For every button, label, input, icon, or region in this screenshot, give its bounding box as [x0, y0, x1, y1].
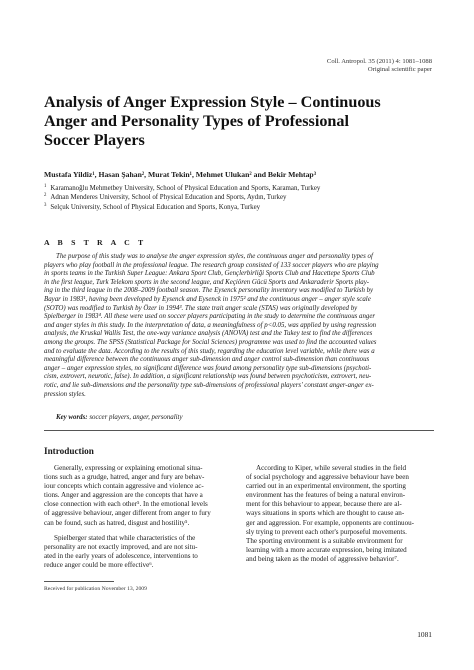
body-text-line: iour concepts which contain aggressive and violence ac-: [44, 482, 204, 491]
body-text-line: ways situations in sports which are thought to cause an-: [246, 509, 405, 518]
body-text-line: of aggressive behaviour, anger different from anger to fury: [44, 509, 211, 518]
body-text-line: personality are not exactly improved, and are not situ-: [44, 542, 198, 551]
body-text-line: can be found, such as hatred, disgust and hostility⁵.: [44, 518, 190, 527]
affiliation-number: 2: [44, 193, 47, 199]
body-text-line: of social psychology and aggressive behaviour have been: [246, 473, 409, 482]
abstract-line: and to evaluate the data. According to the results of this study, regarding the education level variable, while there was a: [44, 347, 375, 355]
title-line: Analysis of Anger Expression Style – Continuous: [44, 93, 381, 111]
abstract-line: Spielberger in 1983⁴. All these were used on soccer players participating in the study to determine the continuous anger: [44, 313, 376, 321]
body-text-line: close connection with each other⁵. In the emotional levels: [44, 500, 208, 509]
title-line: Anger and Personality Types of Professional: [44, 112, 350, 130]
affiliations: [44, 184, 434, 212]
abstract-line: among the groups. The SPSS (Statistical Package for Social Sciences) programme was used to find the accounted values: [44, 338, 377, 346]
affiliation-number: 3: [44, 202, 47, 208]
body-text-line: sly trying to prevent each other's purposeful movements.: [246, 527, 407, 536]
body-column-left: [44, 464, 232, 570]
abstract-line: Bayar in 1983¹, having been developed by Eysenck and Eysenck in 1975² and the continuous anger – anger style scale: [44, 295, 371, 303]
affiliation-text: Karamanoğlu Mehmetbey University, School of Physical Education and Sports, Karaman, Turkey: [50, 185, 321, 192]
body-text-line: ger and aggression. For example, opponents are continuou-: [246, 518, 415, 527]
abstract-line: rotic, and lie sub-dimensions and the personality type sub-dimensions of professional players' constant anger-anger ex-: [44, 381, 374, 389]
abstract-line: in the first league, Turk Telekom sports in the second league, and Keçiören Gücü Sports and Ankaraderir Sports play-: [44, 278, 370, 286]
affiliation: [44, 203, 434, 212]
keywords-line: [56, 413, 436, 422]
affiliation: [44, 193, 434, 202]
journal-reference: Coll. Antropol. 35 (2011) 4: 1081–1088: [326, 58, 432, 65]
body-text-line: According to Kiper, while several studies in the field: [256, 464, 407, 472]
journal-header: [272, 58, 432, 74]
abstract-line: and anger styles in this study. In the interpretation of data, a meaningfulness of p<0.05, was applied by using regression: [44, 321, 377, 329]
abstract-line: players who play football in the professional league. The research group consisted of 133 soccer players who are playing: [44, 261, 379, 269]
keywords-label: Key words:: [56, 414, 88, 421]
body-text-line: tions such as a grudge, hatred, anger and fury are behav-: [44, 473, 205, 482]
body-text-line: The sporting environment is a suitable environment for: [246, 536, 403, 545]
paper-type: Original scientific paper: [367, 66, 432, 73]
abstract-heading: A B S T R A C T: [44, 238, 147, 247]
abstract-line: ing in the third league in the 2008–2009 football season. The Eysenck personality inventory was modified to Turkish by: [44, 287, 374, 295]
body-text-line: ment for this behaviour to appear, because there are al-: [246, 500, 402, 509]
abstract-line: anger – anger expression styles, no significant difference was found among personality type sub-dimensions (psychoti-: [44, 364, 372, 372]
body-text-line: learning with a more accurate expression, being imitated: [246, 545, 407, 554]
abstract-line: pression styles.: [44, 390, 86, 398]
body-text-line: Generally, expressing or explaining emotional situa-: [54, 464, 203, 472]
title-line: Soccer Players: [44, 131, 145, 149]
abstract-line: cism, extrovert, neurotic, false). In addition, a significant relationship was found between psychoticism, extrovert, neu-: [44, 373, 372, 381]
body-text-line: and being taken as the model of aggressive behavior⁷.: [246, 554, 399, 563]
section-heading-introduction: Introduction: [44, 446, 94, 456]
body-text-line: ated in the early years of adolescence, interventions to: [44, 551, 198, 560]
abstract-line: The purpose of this study was to analyse the anger expression styles, the continuous anger and personality types of: [56, 253, 373, 260]
affiliation: [44, 184, 434, 193]
abstract-body: [44, 253, 434, 399]
received-note: Received for publication November 13, 2009: [44, 586, 147, 592]
footnote-divider: [44, 581, 114, 582]
paper-title: [44, 93, 434, 150]
body-column-right: [246, 464, 436, 564]
affiliation-text: Selçuk University, School of Physical Education and Sports, Konya, Turkey: [50, 203, 261, 211]
abstract-line: (SOTO) was modified to Turkish by Özer in 1994³. The state trait anger scale (STAS) was originally developed by: [44, 304, 358, 312]
section-divider: [44, 430, 434, 431]
body-text-line: tions. Anger and aggression are the concepts that have a: [44, 491, 203, 500]
body-text-line: Spielberger stated that while characteristics of the: [54, 533, 196, 542]
abstract-line: in sports teams in the Turkish Super League: Ankara Sport Club, Gençlerbirliği Sports Club and Hacettepe Sports Club: [44, 270, 375, 278]
abstract-line: analysis, the Kruskal Wallis Test, the one-way variance analysis (ANOVA) test and the Tukey test to find the differences: [44, 330, 373, 338]
keywords-text: soccer players, anger, personality: [87, 414, 183, 421]
author-list: Mustafa Yildiz¹, Hasan Şahan², Murat Tekin¹, Mehmet Ulukan² and Bekir Mehtap³: [44, 170, 317, 179]
affiliation-number: 1: [44, 183, 47, 189]
body-text-line: environment has the features of being a natural environ-: [246, 491, 406, 500]
affiliation-text: Adnan Menderes University, School of Physical Education and Sports, Aydın, Turkey: [50, 194, 287, 202]
body-text-line: carried out in an experimental environment, the sporting: [246, 482, 406, 491]
page-number: 1081: [417, 630, 432, 639]
abstract-line: meaningful difference between the continuous anger sub-dimension and anger control sub-dimension than continuous: [44, 356, 370, 364]
body-text-line: reduce anger could be more effective⁶.: [44, 560, 154, 569]
